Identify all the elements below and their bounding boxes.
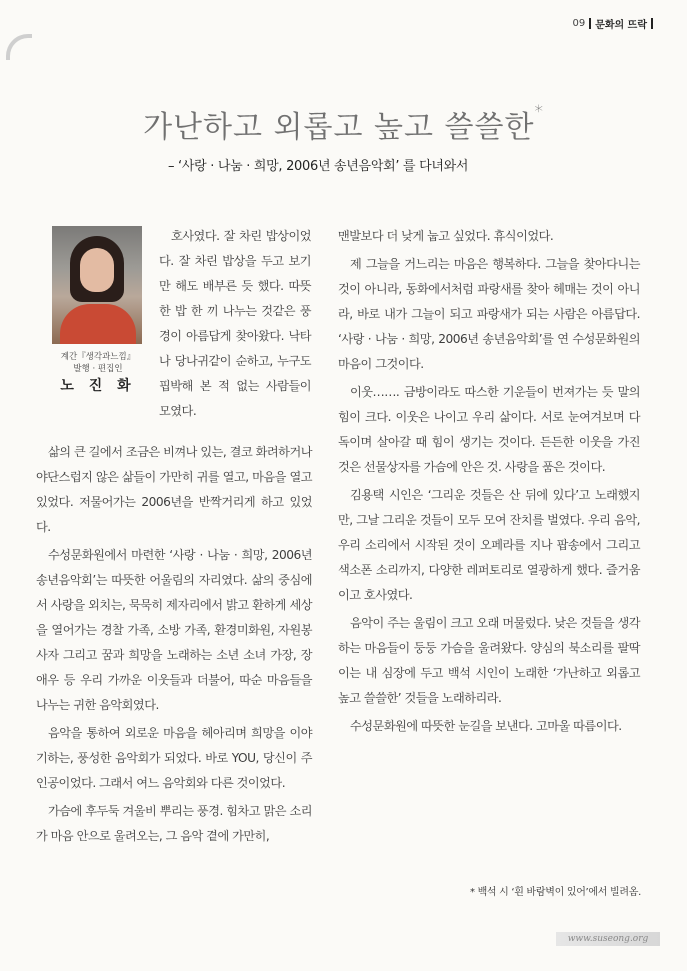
author-caption (38, 351, 158, 395)
paragraph: 가슴에 후두둑 겨울비 뿌리는 풍경. 힘차고 맑은 소리가 마음 안으로 울려오는, 그 음악 곁에 가만히, (36, 804, 312, 843)
author-affiliation: 계간『생각과느낌』 (60, 352, 136, 362)
paragraph: 음악이 주는 울림이 크고 오래 머물렀다. 낮은 것들을 생각하는 마음들이 둥둥 가슴을 울려왔다. 양심의 북소리를 팔딱이는 내 심장에 두고 백석 시인이 노래한 ‘가난하고 외롭고 높고 쓸쓸한’ 것들을 노래하리라. (338, 616, 640, 705)
paragraph: 음악을 통하여 외로운 마음을 헤아리며 희망을 이야기하는, 풍성한 음악회가 되었다. 바로 YOU, 당신이 주인공이었다. 그래서 여느 음악회와 다른 것이었다. (36, 726, 312, 790)
section-header (572, 16, 653, 31)
article-title (0, 102, 687, 146)
right-column (338, 224, 640, 739)
left-column (36, 440, 312, 849)
divider-bar (651, 18, 653, 29)
page-number: 09 (572, 18, 586, 29)
paragraph: 호사였다. 잘 차린 밥상이었다. 잘 차린 밥상을 두고 보기만 해도 배부른 듯 했다. 따뜻한 밥 한 끼 나누는 것같은 풍경이 아름답게 찾아왔다. 낙타나 당나귀같이 순하고, 누구도 핍박해 본 적 없는 사람들이 모였다. (159, 229, 311, 418)
divider-bar (589, 18, 591, 29)
paragraph: 이웃……. 금방이라도 따스한 기운들이 번져가는 듯 말의 힘이 크다. 이웃은 나이고 우리 삶이다. 서로 눈여겨보며 다독이며 살아갈 때 힘이 생기는 것이다. 든든한 이웃을 가진 것은 선물상자를 가슴에 안은 것. 사랑을 품은 것이다. (338, 385, 640, 474)
paragraph: 맨발보다 더 낮게 눕고 싶었다. 휴식이었다. (338, 229, 554, 243)
paragraph: 제 그늘을 거느리는 마음은 행복하다. 그늘을 찾아다니는 것이 아니라, 동화에서처럼 파랑새를 찾아 헤매는 것이 아니라, 바로 내가 그늘이 되고 파랑새가 되는 사람은 아름답다. ‘사랑 · 나눔 · 희망, 2006년 송년음악회’를 연 수성문화원의 마음이 그것이다. (338, 257, 640, 371)
paragraph: 수성문화원에 따뜻한 눈길을 보낸다. 고마울 따름이다. (350, 719, 622, 733)
section-name: 문화의 뜨락 (595, 20, 647, 31)
left-column-top (159, 224, 311, 424)
author-role: 발행 · 편집인 (73, 364, 123, 374)
footer-website: www.suseong.org (556, 932, 660, 946)
paragraph: 삶의 큰 길에서 조금은 비껴나 있는, 결코 화려하거나 야단스럽지 않은 삶들이 가만히 귀를 열고, 마음을 열고 있었다. 저물어가는 2006년을 반짝거리게 하고 있었다. (36, 445, 312, 534)
title-footnote-mark: * (534, 102, 544, 122)
footnote: * 백석 시 ‘흰 바람벽이 있어’에서 빌려옴. (469, 887, 641, 898)
article-subtitle: – ‘사랑 · 나눔 · 희망, 2006년 송년음악회’ 를 다녀와서 (168, 159, 469, 174)
author-name: 노 진 화 (60, 378, 136, 394)
paragraph: 수성문화원에서 마련한 ‘사랑 · 나눔 · 희망, 2006년 송년음악회’는 따뜻한 어울림의 자리였다. 삶의 중심에서 사랑을 외치는, 묵묵히 제자리에서 밝고 환하게 세상을 열어가는 경찰 가족, 소방 가족, 환경미화원, 자원봉사자 그리고 꿈과 희망을 노래하는 소년 소녀 가장, 장애우 등 우리 가까운 이웃들과 더불어, 따순 마음들을 나누는 귀한 음악회였다. (36, 548, 312, 712)
author-photo (52, 226, 142, 344)
paragraph: 김용택 시인은 ‘그리운 것들은 산 뒤에 있다’고 노래했지만, 그날 그리운 것들이 모두 모여 잔치를 벌였다. 우리 음악, 우리 소리에서 시작된 것이 오페라를 지나 팝송에서 그리고 색소폰 소리까지, 다양한 레퍼토리로 열광하게 했다. 즐거움이고 호사였다. (338, 488, 640, 602)
corner-decoration (6, 34, 32, 60)
title-text: 가난하고 외롭고 높고 쓸쓸한 (143, 110, 535, 145)
